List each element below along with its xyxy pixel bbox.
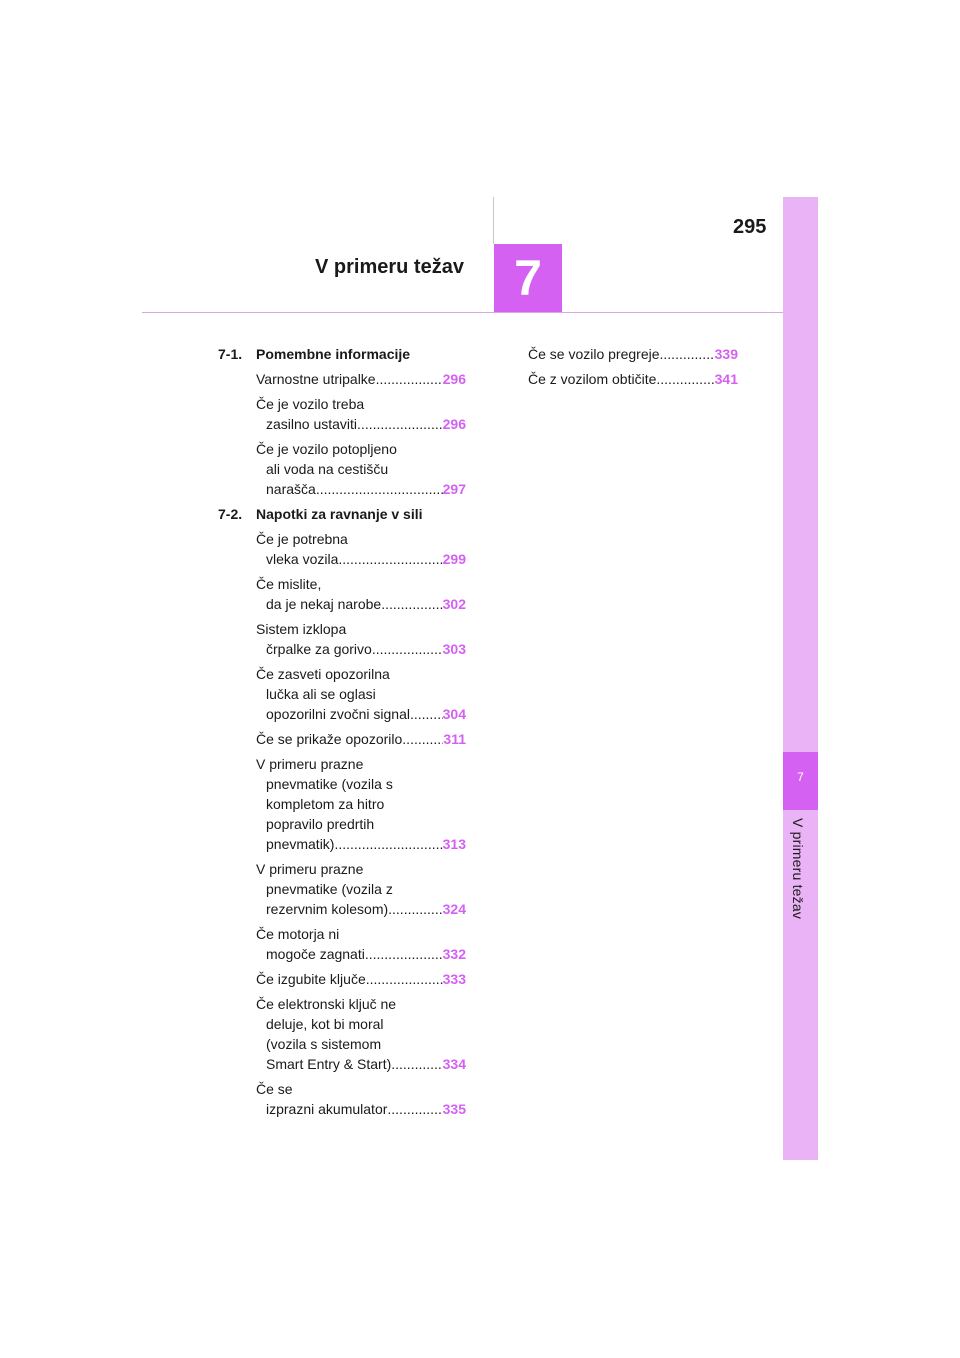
toc-column-left bbox=[218, 344, 466, 1124]
side-tab-number: 7 bbox=[797, 770, 804, 784]
entry-text: Če mislite, bbox=[256, 576, 322, 592]
page-link[interactable]: 324 bbox=[442, 901, 466, 917]
entry-text: Če z vozilom obtičite bbox=[528, 371, 657, 387]
side-tab bbox=[783, 197, 818, 1160]
page-link[interactable]: 334 bbox=[442, 1056, 466, 1072]
toc-entry[interactable] bbox=[256, 1079, 466, 1119]
toc-entry[interactable] bbox=[256, 369, 466, 389]
toc-entry[interactable] bbox=[256, 994, 466, 1074]
page-link[interactable]: 335 bbox=[442, 1101, 466, 1117]
entry-text: Če je potrebna bbox=[256, 531, 348, 547]
chapter-number-box: 7 bbox=[494, 244, 562, 312]
toc-entry[interactable] bbox=[256, 529, 466, 569]
entry-text: pnevmatike (vozila z bbox=[266, 881, 393, 897]
entry-text: (vozila s sistemom bbox=[266, 1036, 382, 1052]
toc-entry[interactable] bbox=[256, 664, 466, 724]
entry-text: Če se vozilo pregreje bbox=[528, 346, 660, 362]
entry-text: pnevmatike (vozila s bbox=[266, 776, 393, 792]
entry-text: Če je vozilo potopljeno bbox=[256, 441, 397, 457]
entry-text: V primeru prazne bbox=[256, 756, 364, 772]
toc-entry[interactable] bbox=[256, 859, 466, 919]
page-link[interactable]: 341 bbox=[714, 371, 738, 387]
toc-column-right bbox=[528, 344, 738, 394]
entry-text: rezervnim kolesom) bbox=[266, 901, 389, 917]
entry-text: Če se prikaže opozorilo bbox=[256, 731, 403, 747]
toc-entry[interactable] bbox=[256, 754, 466, 854]
section-number: 7-1. bbox=[218, 346, 243, 362]
page-link[interactable]: 303 bbox=[442, 641, 466, 657]
toc-entry[interactable] bbox=[528, 369, 738, 389]
entry-text: Sistem izklopa bbox=[256, 621, 347, 637]
entry-text: Če elektronski ključ ne bbox=[256, 996, 397, 1012]
toc-section-heading bbox=[218, 504, 466, 524]
entry-text: Če motorja ni bbox=[256, 926, 340, 942]
page-link[interactable]: 296 bbox=[442, 371, 466, 387]
page-link[interactable]: 297 bbox=[442, 481, 466, 497]
page-link[interactable]: 299 bbox=[442, 551, 466, 567]
section-number: 7-2. bbox=[218, 506, 243, 522]
entry-text: lučka ali se oglasi bbox=[266, 686, 376, 702]
page-link[interactable]: 304 bbox=[442, 706, 466, 722]
section-title: Napotki za ravnanje v sili bbox=[256, 506, 423, 522]
side-tab-label: V primeru težav bbox=[790, 818, 806, 920]
toc-entry[interactable] bbox=[256, 969, 466, 989]
entry-text: narašča bbox=[266, 481, 316, 497]
entry-text: V primeru prazne bbox=[256, 861, 364, 877]
page-link[interactable]: 339 bbox=[714, 346, 738, 362]
page-link[interactable]: 296 bbox=[442, 416, 466, 432]
section-title: Pomembne informacije bbox=[256, 346, 411, 362]
entry-text: črpalke za gorivo bbox=[266, 641, 372, 657]
header-rule bbox=[142, 312, 783, 313]
page-link[interactable]: 332 bbox=[442, 946, 466, 962]
entry-text: popravilo predrtih bbox=[266, 816, 375, 832]
toc-entry[interactable] bbox=[256, 439, 466, 499]
entry-text: kompletom za hitro bbox=[266, 796, 385, 812]
page-link[interactable]: 311 bbox=[443, 731, 466, 747]
page-link[interactable]: 302 bbox=[442, 596, 466, 612]
entry-text: Če je vozilo treba bbox=[256, 396, 365, 412]
entry-text: Če se bbox=[256, 1081, 293, 1097]
toc-entry[interactable] bbox=[528, 344, 738, 364]
entry-text: Če zasveti opozorilna bbox=[256, 666, 390, 682]
chapter-title: V primeru težav bbox=[315, 256, 464, 278]
entry-text: Smart Entry & Start) bbox=[266, 1056, 392, 1072]
page-link[interactable]: 313 bbox=[442, 836, 466, 852]
entry-text: Če izgubite ključe bbox=[256, 971, 366, 987]
page-link[interactable]: 333 bbox=[442, 971, 466, 987]
toc-entry[interactable] bbox=[256, 729, 466, 749]
toc-section-heading bbox=[218, 344, 466, 364]
entry-text: mogoče zagnati bbox=[266, 946, 365, 962]
entry-text: Varnostne utripalke bbox=[256, 371, 376, 387]
entry-text: izprazni akumulator bbox=[266, 1101, 388, 1117]
toc-entry[interactable] bbox=[256, 619, 466, 659]
entry-text: da je nekaj narobe bbox=[266, 596, 382, 612]
entry-text: ali voda na cestišču bbox=[266, 461, 389, 477]
entry-text: vleka vozila bbox=[266, 551, 339, 567]
entry-text: zasilno ustaviti bbox=[266, 416, 358, 432]
toc-entry[interactable] bbox=[256, 924, 466, 964]
header-divider bbox=[493, 197, 494, 244]
entry-text: deluje, kot bi moral bbox=[266, 1016, 384, 1032]
entry-text: pnevmatik) bbox=[266, 836, 335, 852]
page-number: 295 bbox=[733, 216, 767, 238]
entry-text: opozorilni zvočni signal bbox=[266, 706, 410, 722]
toc-entry[interactable] bbox=[256, 574, 466, 614]
toc-entry[interactable] bbox=[256, 394, 466, 434]
